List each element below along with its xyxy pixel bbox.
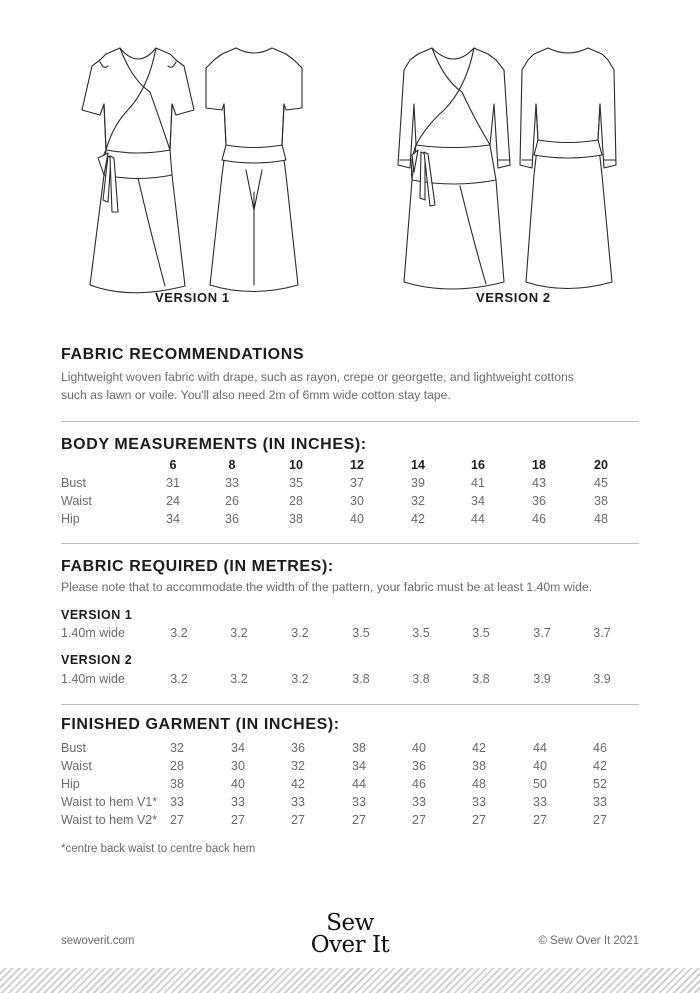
version2-label: VERSION 2	[476, 290, 551, 305]
table-cell: 3.9	[593, 672, 611, 686]
table-cell: 37	[350, 476, 364, 490]
version1-front-drawing	[82, 48, 194, 293]
table-cell: 27	[352, 813, 366, 827]
version2-subtitle: VERSION 2	[61, 653, 133, 667]
table-cell: 33	[170, 795, 184, 809]
table-cell: 40	[533, 759, 547, 773]
table-cell: 36	[225, 512, 239, 526]
table-cell: 44	[471, 512, 485, 526]
table-cell: 27	[533, 813, 547, 827]
divider	[61, 704, 639, 705]
table-cell: 26	[225, 494, 239, 508]
row-label: Bust	[61, 741, 87, 755]
table-row	[61, 813, 661, 831]
finished-garment-title: FINISHED GARMENT (IN INCHES):	[61, 716, 340, 733]
table-cell: 3.7	[533, 626, 551, 640]
table-cell: 35	[289, 476, 303, 490]
table-cell: 42	[472, 741, 486, 755]
version2-front-drawing	[398, 48, 510, 289]
table-cell: 38	[472, 759, 486, 773]
table-cell: 40	[412, 741, 426, 755]
table-cell: 30	[231, 759, 245, 773]
table-cell: 33	[412, 795, 426, 809]
table-row	[61, 494, 661, 512]
table-cell: 3.7	[593, 626, 611, 640]
table-cell: 33	[231, 795, 245, 809]
table-cell: 3.2	[291, 672, 309, 686]
table-row	[61, 476, 661, 494]
table-cell: 32	[411, 494, 425, 508]
fabric-required-title: FABRIC REQUIRED (IN METRES):	[61, 558, 334, 575]
table-cell: 3.5	[472, 626, 490, 640]
footnote: *centre back waist to centre back hem	[61, 843, 256, 855]
copyright: © Sew Over It 2021	[538, 935, 639, 947]
fabric-recommendations-line1: Lightweight woven fabric with drape, such as rayon, crepe or georgette, and lightweight cottons	[61, 370, 574, 384]
table-cell: 38	[170, 777, 184, 791]
table-cell: 34	[471, 494, 485, 508]
table-cell: 41	[471, 476, 485, 490]
table-cell: 3.2	[291, 626, 309, 640]
size-header-row	[61, 458, 661, 476]
table-cell: 50	[533, 777, 547, 791]
row-label: Waist to hem V2*	[61, 813, 158, 827]
table-cell: 27	[593, 813, 607, 827]
table-row	[61, 777, 661, 795]
fabric-recommendations-line2: such as lawn or voile. You'll also need 2m of 6mm wide cotton stay tape.	[61, 388, 451, 402]
body-measurements-title: BODY MEASUREMENTS (IN INCHES):	[61, 436, 367, 453]
table-cell: 45	[594, 476, 608, 490]
table-cell: 32	[291, 759, 305, 773]
table-cell: 27	[472, 813, 486, 827]
table-cell: 33	[533, 795, 547, 809]
table-cell: 34	[166, 512, 180, 526]
divider	[61, 421, 639, 422]
table-row	[61, 626, 661, 644]
fabric-required-note: Please note that to accommodate the width of the pattern, your fabric must be at least 1.40m wide.	[61, 580, 593, 594]
row-label: Hip	[61, 777, 80, 791]
website-link[interactable]: sewoverit.com	[61, 935, 135, 947]
table-cell: 52	[593, 777, 607, 791]
table-cell: 3.8	[352, 672, 370, 686]
table-cell: 38	[289, 512, 303, 526]
table-cell: 27	[412, 813, 426, 827]
table-cell: 44	[352, 777, 366, 791]
table-row	[61, 512, 661, 530]
table-cell: 30	[350, 494, 364, 508]
row-label: 1.40m wide	[61, 672, 125, 686]
size-header: 12	[350, 458, 364, 472]
table-cell: 3.8	[412, 672, 430, 686]
table-cell: 42	[291, 777, 305, 791]
size-header: 18	[532, 458, 546, 472]
table-cell: 33	[352, 795, 366, 809]
table-cell: 27	[231, 813, 245, 827]
table-cell: 43	[532, 476, 546, 490]
table-cell: 3.2	[230, 672, 248, 686]
table-cell: 3.2	[170, 626, 188, 640]
table-cell: 38	[352, 741, 366, 755]
table-cell: 46	[532, 512, 546, 526]
version1-back-drawing	[206, 48, 302, 292]
table-cell: 39	[411, 476, 425, 490]
size-header: 20	[594, 458, 608, 472]
table-cell: 42	[411, 512, 425, 526]
table-cell: 3.2	[230, 626, 248, 640]
version1-subtitle: VERSION 1	[61, 608, 133, 622]
logo-line1: Sew	[326, 910, 374, 936]
table-cell: 33	[291, 795, 305, 809]
size-header: 14	[411, 458, 425, 472]
table-cell: 34	[352, 759, 366, 773]
row-label: Waist	[61, 759, 92, 773]
table-cell: 38	[594, 494, 608, 508]
table-cell: 42	[593, 759, 607, 773]
table-cell: 33	[593, 795, 607, 809]
table-cell: 46	[412, 777, 426, 791]
table-cell: 40	[231, 777, 245, 791]
size-header: 10	[289, 458, 303, 472]
row-label: Waist to hem V1*	[61, 795, 158, 809]
sew-over-it-logo	[294, 912, 406, 956]
table-cell: 48	[472, 777, 486, 791]
table-cell: 3.9	[533, 672, 551, 686]
table-cell: 3.5	[352, 626, 370, 640]
table-cell: 36	[291, 741, 305, 755]
table-cell: 28	[289, 494, 303, 508]
version2-back-drawing	[520, 48, 616, 289]
table-cell: 3.8	[472, 672, 490, 686]
size-header: 8	[228, 458, 236, 472]
table-row	[61, 672, 661, 690]
table-cell: 31	[166, 476, 180, 490]
table-cell: 28	[170, 759, 184, 773]
table-cell: 36	[532, 494, 546, 508]
version1-label: VERSION 1	[155, 290, 230, 305]
table-cell: 27	[291, 813, 305, 827]
fabric-recommendations-title: FABRIC RECOMMENDATIONS	[61, 346, 305, 363]
table-cell: 32	[170, 741, 184, 755]
divider	[61, 543, 639, 544]
row-label: Bust	[61, 476, 87, 490]
garment-illustrations	[0, 0, 700, 320]
table-cell: 3.2	[170, 672, 188, 686]
footer-stripe-band	[0, 968, 700, 993]
row-label: Waist	[61, 494, 92, 508]
row-label: 1.40m wide	[61, 626, 125, 640]
table-cell: 27	[170, 813, 184, 827]
table-cell: 40	[350, 512, 364, 526]
table-cell: 34	[231, 741, 245, 755]
table-cell: 33	[472, 795, 486, 809]
table-cell: 33	[225, 476, 239, 490]
logo-line2: Over It	[310, 932, 390, 958]
size-header: 16	[471, 458, 485, 472]
table-cell: 44	[533, 741, 547, 755]
table-cell: 36	[412, 759, 426, 773]
table-cell: 24	[166, 494, 180, 508]
table-row	[61, 759, 661, 777]
size-header: 6	[169, 458, 177, 472]
table-cell: 3.5	[412, 626, 430, 640]
table-cell: 48	[594, 512, 608, 526]
row-label: Hip	[61, 512, 80, 526]
table-row	[61, 795, 661, 813]
table-cell: 46	[593, 741, 607, 755]
table-row	[61, 741, 661, 759]
